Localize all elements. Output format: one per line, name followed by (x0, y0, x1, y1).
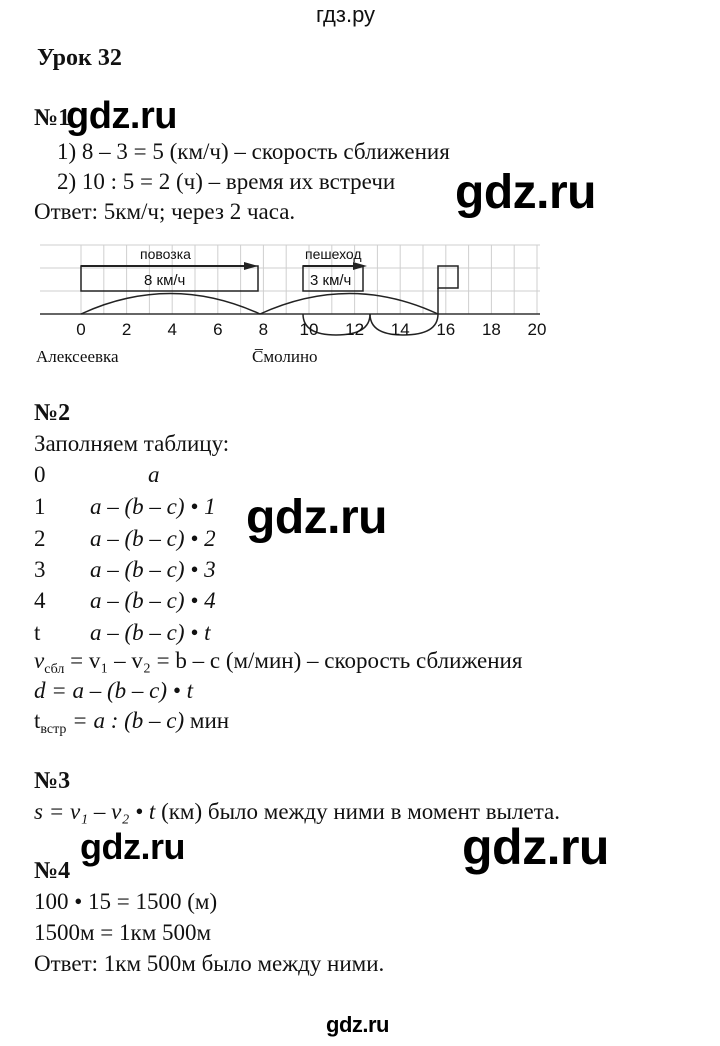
task2-time (34, 708, 229, 738)
tick-label: 16 (436, 320, 456, 339)
town-left: Алексеевка (36, 347, 119, 366)
town-right: Смолино (252, 347, 318, 366)
arc-cart-distance (81, 294, 260, 315)
row-t: 2 (34, 526, 46, 551)
watermark: gdz.ru (66, 95, 177, 137)
row-t: 4 (34, 588, 46, 613)
row-expr: a – (b – c) • t (90, 620, 211, 645)
speed-formula: = v₁ – v₂ = b – c (м/мин) – скорость сближения (64, 648, 523, 673)
task3-number: №3 (34, 768, 71, 794)
tick-label: 12 (345, 320, 365, 339)
task1-step1: 1) 8 – 3 = 5 (км/ч) – скорость сближения (57, 139, 450, 164)
time-symbol: t (34, 708, 41, 733)
task2-speed (34, 648, 522, 678)
tick-label: 18 (481, 320, 501, 339)
walker-arrow-icon (353, 262, 367, 270)
speed-subscript: сбл (44, 662, 65, 677)
flag-square (438, 266, 458, 288)
task4-answer: Ответ: 1км 500м было между ними. (34, 951, 385, 976)
task3-formula: s = v₁ – v₂ • t (34, 799, 156, 824)
site-header: гдз.ру (316, 2, 376, 27)
watermark: gdz.ru (246, 491, 387, 544)
row-expr: a – (b – c) • 3 (90, 557, 216, 582)
footer-watermark: gdz.ru (326, 1012, 389, 1037)
tick-label: 20 (527, 320, 547, 339)
row-expr: a – (b – c) • 1 (90, 494, 216, 519)
tick-label: 4 (167, 320, 177, 339)
watermark: gdz.ru (462, 819, 609, 875)
speed-cart: 8 км/ч (144, 272, 186, 289)
speed-walker: 3 км/ч (310, 272, 352, 289)
mark-under-8: _ (255, 334, 263, 350)
row-expr: a (148, 462, 160, 487)
watermark: gdz.ru (455, 166, 596, 219)
task2-number: №2 (34, 400, 71, 426)
row-t: 3 (34, 557, 46, 582)
task3-text: (км) было между ними в момент вылета. (155, 799, 560, 824)
time-subscript: встр (40, 722, 67, 737)
label-walker: пешеход (305, 246, 362, 262)
cart-arrow-icon (244, 262, 258, 270)
tick-label: 6 (213, 320, 223, 339)
row-expr: a – (b – c) • 4 (90, 588, 216, 613)
row-t: t (34, 620, 41, 645)
task1-step2: 2) 10 : 5 = 2 (ч) – время их встречи (57, 169, 396, 194)
task4-line2: 1500м = 1км 500м (34, 920, 212, 945)
row-t: 1 (34, 494, 46, 519)
task2-distance: d = a – (b – c) • t (34, 678, 193, 703)
time-unit: мин (184, 708, 230, 733)
time-formula: = a : (b – c) (66, 708, 185, 733)
tick-label: 10 (299, 320, 319, 339)
task1-number: №1 (34, 105, 71, 131)
lesson-title: Урок 32 (37, 45, 122, 71)
task1-answer: Ответ: 5км/ч; через 2 часа. (34, 199, 296, 224)
task2-intro: Заполняем таблицу: (34, 431, 230, 456)
tick-label: 0 (76, 320, 86, 339)
tick-label: 14 (390, 320, 410, 339)
task4-number: №4 (34, 858, 71, 884)
watermark: gdz.ru (80, 826, 185, 867)
task4-line1: 100 • 15 = 1500 (м) (34, 889, 218, 914)
row-t: 0 (34, 462, 46, 487)
speed-symbol: v (34, 648, 45, 673)
tick-labels (76, 320, 546, 339)
tick-label: 2 (121, 320, 132, 339)
label-cart: повозка (140, 246, 191, 262)
row-expr: a – (b – c) • 2 (90, 526, 216, 551)
tick-label: 8 (258, 320, 269, 339)
